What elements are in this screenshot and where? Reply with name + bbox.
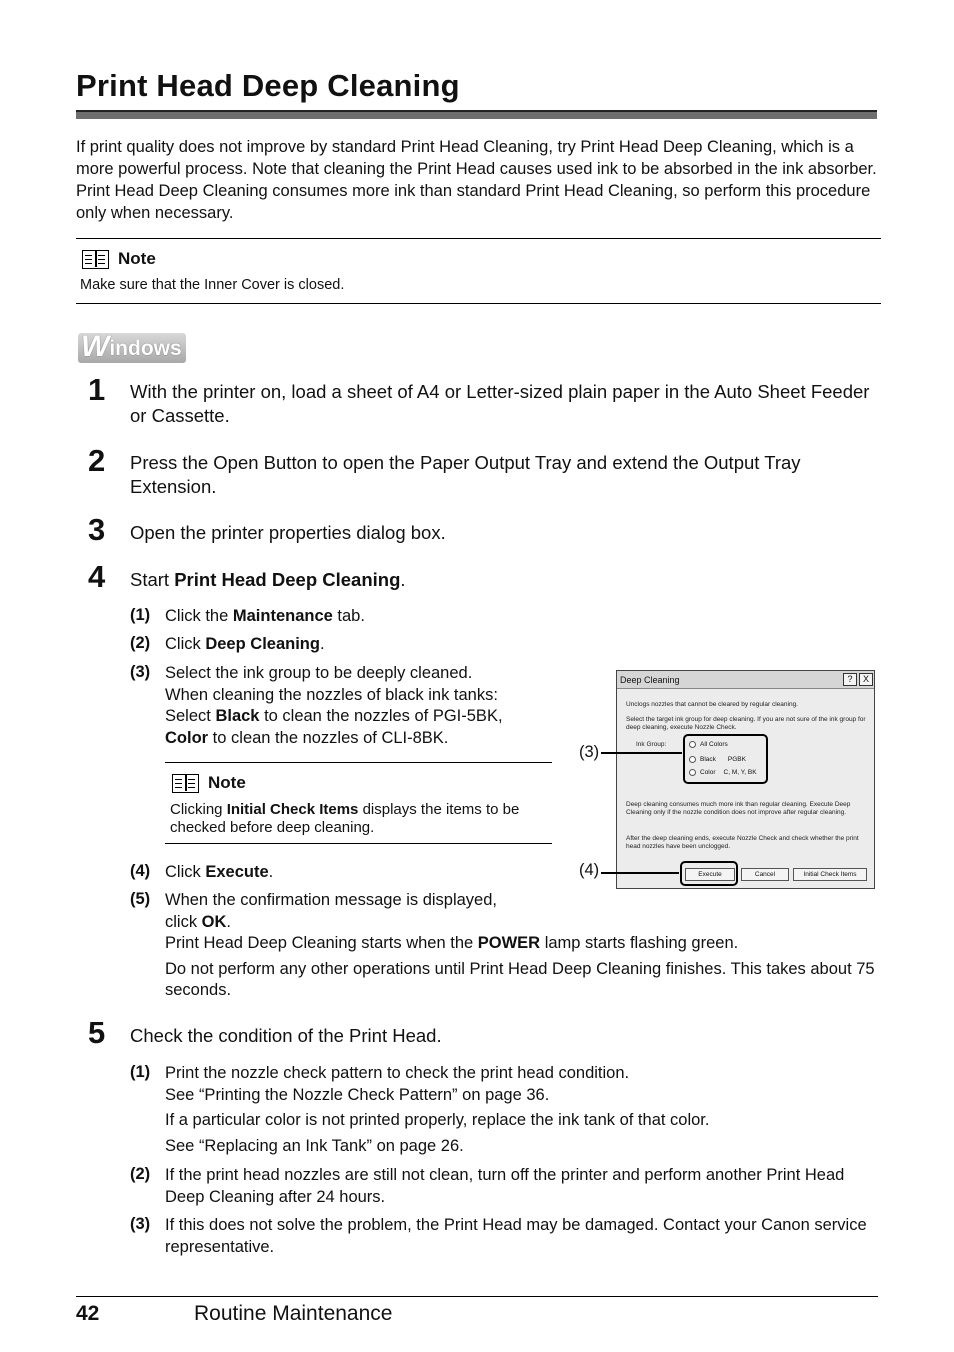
substep-text: Click Deep Cleaning.	[165, 635, 325, 653]
highlight-execute	[680, 861, 738, 886]
step-text: Press the Open Button to open the Paper Output Tray and extend the Output Tray Extension.	[130, 452, 801, 497]
substep-number: (3)	[130, 1215, 151, 1233]
radio-all-colors[interactable]: All Colors	[689, 741, 728, 748]
callout-leader-line	[601, 872, 679, 874]
help-button[interactable]: ?	[843, 673, 857, 686]
cancel-button[interactable]: Cancel	[741, 868, 789, 881]
dialog-text: After the deep cleaning ends, execute Nozzle Check and check whether the print head nozzles have been unclogged.	[626, 835, 859, 850]
substep-number: (2)	[130, 634, 151, 652]
note-box	[165, 762, 552, 844]
substep-number: (5)	[130, 890, 151, 908]
ink-group-label: Ink Group:	[636, 741, 667, 748]
footer-rule	[76, 1296, 878, 1297]
note-heading	[82, 249, 156, 269]
substep-text: If the print head nozzles are still not clean, turn off the printer and perform another Print Head Deep Cleaning after 24 hours.	[165, 1166, 845, 1206]
callout-leader-line	[601, 752, 682, 754]
step-number: 3	[88, 512, 106, 547]
page-title: Print Head Deep Cleaning	[76, 68, 460, 103]
step-text: Check the condition of the Print Head.	[130, 1025, 442, 1046]
step-number: 1	[88, 372, 106, 407]
note-box	[76, 238, 881, 304]
substep-number: (2)	[130, 1165, 151, 1183]
substep-text: Print the nozzle check pattern to check the print head condition. See “Printing the Nozzle Check Pattern” on page 36. If a particular color is not printed properly, replace the ink tank of that color. See “Replacing an Ink Tank” on page 26.	[165, 1064, 710, 1155]
substep-number: (4)	[130, 862, 151, 880]
highlight-ink-group	[683, 734, 768, 784]
note-text: Clicking Initial Check Items displays the items to be checked before deep cleaning.	[170, 801, 520, 836]
callout-label: (4)	[579, 861, 600, 879]
note-heading-label: Note	[208, 773, 246, 792]
callout-label: (3)	[579, 743, 600, 761]
note-text: Make sure that the Inner Cover is closed.	[80, 277, 345, 293]
deep-cleaning-dialog	[616, 670, 875, 889]
note-heading-label: Note	[118, 249, 156, 268]
substep-text: When the confirmation message is displayed, click OK. Print Head Deep Cleaning starts when the POWER lamp starts flashing green. Do not perform any other operations until Print Head Deep Cleaning finishes. This takes about 75 seconds.	[165, 891, 875, 999]
execute-button[interactable]: Execute	[685, 868, 735, 881]
substep-text: Click Execute.	[165, 863, 274, 881]
substep-number: (3)	[130, 663, 151, 681]
substep-text: Select the ink group to be deeply cleaned. When cleaning the nozzles of black ink tanks: Select Black to clean the nozzles of PGI-5BK, Color to clean the nozzles of CLI-8BK.	[165, 664, 503, 747]
dialog-text: Unclogs nozzles that cannot be cleared by regular cleaning.	[626, 701, 798, 708]
substep-text: If this does not solve the problem, the Print Head may be damaged. Contact your Canon service representative.	[165, 1216, 867, 1256]
radio-color[interactable]: Color C, M, Y, BK	[689, 769, 757, 776]
step-text: Start Print Head Deep Cleaning.	[130, 569, 406, 590]
close-button[interactable]: X	[859, 673, 873, 686]
page-number: 42	[76, 1302, 100, 1325]
windows-logo	[78, 330, 186, 363]
step-number: 4	[88, 559, 106, 594]
title-rule	[76, 110, 877, 119]
intro-paragraph: If print quality does not improve by standard Print Head Cleaning, try Print Head Deep Cleaning, which is a more powerful process. Note that cleaning the Print Head causes used ink to be absorbed in the ink absorber. Print Head Deep Cleaning consumes more ink than standard Print Head Cleaning, so perform this procedure only when necessary.	[76, 138, 877, 222]
windows-logo-rest: indows	[109, 337, 182, 360]
windows-logo-initial: W	[81, 330, 110, 363]
note-book-icon	[82, 250, 109, 269]
step-number: 5	[88, 1015, 106, 1050]
note-heading	[172, 773, 246, 793]
substep-text: Click the Maintenance tab.	[165, 607, 365, 625]
step-number: 2	[88, 443, 106, 478]
initial-check-items-button[interactable]: Initial Check Items	[793, 868, 867, 881]
radio-black[interactable]: Black PGBK	[689, 756, 746, 763]
dialog-text: Deep cleaning consumes much more ink than regular cleaning. Execute Deep Cleaning only if the nozzle condition does not improve after regular cleaning.	[626, 801, 851, 816]
step-text: With the printer on, load a sheet of A4 or Letter-sized plain paper in the Auto Sheet Feeder or Cassette.	[130, 381, 870, 426]
footer-section-title: Routine Maintenance	[194, 1302, 393, 1325]
substep-number: (1)	[130, 606, 151, 624]
dialog-text: Select the target ink group for deep cleaning. If you are not sure of the ink group for deep cleaning, execute Nozzle Check.	[626, 716, 866, 731]
note-book-icon	[172, 774, 199, 793]
dialog-title: Deep Cleaning	[617, 671, 874, 689]
step-text: Open the printer properties dialog box.	[130, 522, 446, 543]
substep-number: (1)	[130, 1063, 151, 1081]
